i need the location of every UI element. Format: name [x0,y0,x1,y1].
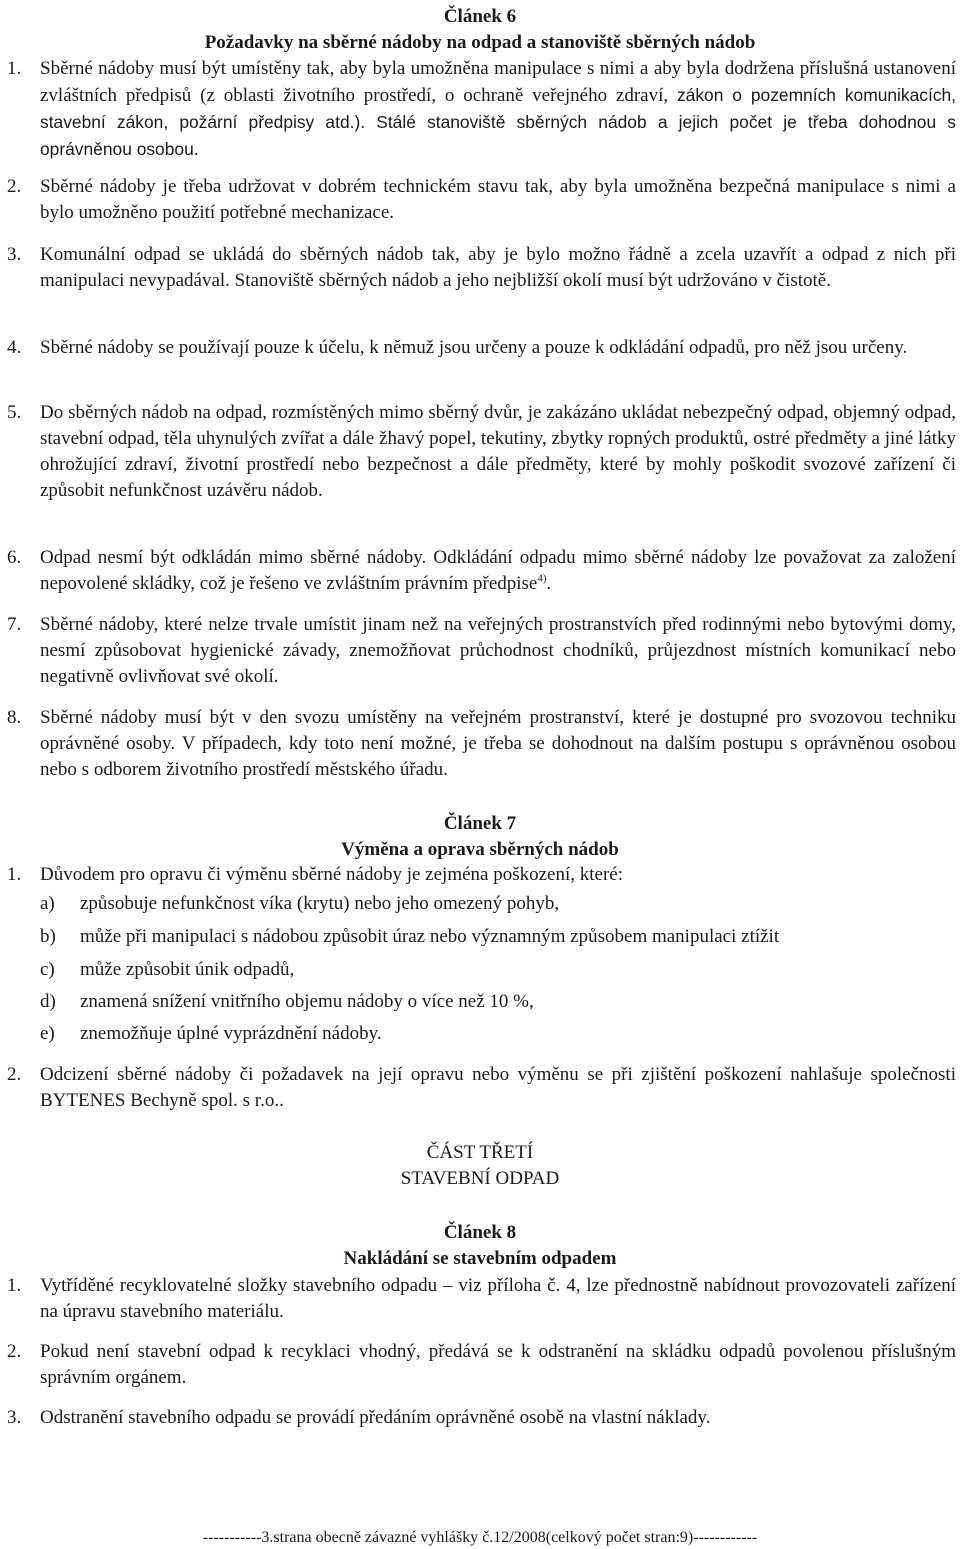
item-number: 6. [7,547,22,568]
item-number: 1. [7,1275,22,1296]
part-3-title: ČÁST TŘETÍ [426,1142,534,1163]
item-text-sans: zákon o pozemních komunikacích, stavební zákon, požární předpisy atd.). Stálé stanoviště sběrných nádob a jejich počet je třeba dohodnou s oprávněnou osobou. [40,85,956,159]
item-text: Sběrné nádoby musí být v den svozu umístěny na veřejném prostranství, které je dostupné pro svozovou techniku oprávněné osoby. V případech, kdy toto není možné, je třeba se dohodnout na dalším postupu s oprávněnou osobou nebo s odborem životního prostředí městského úřadu. [40,707,956,780]
item-text-body: Odpad nesmí být odkládán mimo sběrné nádoby. Odkládání odpadu mimo sběrné nádoby lze považovat za založení nepovolené skládky, což je řešeno ve zvláštním právním předpise [40,547,956,594]
subitem-letter: e) [40,1023,55,1044]
article-7-subtitle: Výměna a oprava sběrných nádob [341,839,619,860]
item-text [40,545,956,597]
item-number: 5. [7,402,22,423]
article-8-title: Článek 8 [443,1222,517,1243]
item-text [40,56,956,163]
article-6-subtitle: Požadavky na sběrné nádoby na odpad a stanoviště sběrných nádob [204,32,756,53]
footnote-ref: 4) [537,572,547,585]
subitem-text: může při manipulaci s nádobou způsobit úraz nebo významným způsobem manipulaci ztížit [80,926,780,947]
subitem-letter: d) [40,991,56,1012]
item-number: 3. [7,1407,22,1428]
item-text: Sběrné nádoby se používají pouze k účelu, k němuž jsou určeny a pouze k odkládání odpadů, pro něž jsou určeny. [40,337,908,358]
item-text: Vytříděné recyklovatelné složky stavebního odpadu – viz příloha č. 4, lze přednostně nabídnout provozovateli zařízení na úpravu stavebního materiálu. [40,1275,956,1322]
item-number: 3. [7,244,22,265]
item-number: 7. [7,614,22,635]
item-number: 2. [7,176,22,197]
subitem-text: způsobuje nefunkčnost víka (krytu) nebo jeho omezený pohyb, [80,893,560,914]
subitem-letter: a) [40,893,55,914]
page-footer: -----------3.strana obecně závazné vyhlášky č.12/2008(celkový počet stran:9)------------ [202,1529,758,1546]
item-number: 4. [7,337,22,358]
subitem-letter: c) [40,959,55,980]
item-text: Sběrné nádoby je třeba udržovat v dobrém technickém stavu tak, aby byla umožněna bezpečná manipulace s nimi a bylo umožněno použití potřebné mechanizace. [40,176,956,223]
subitem-text: znemožňuje úplné vyprázdnění nádoby. [80,1023,382,1044]
subitem-text: znamená snížení vnitřního objemu nádoby o více než 10 %, [80,991,534,1012]
item-text: Komunální odpad se ukládá do sběrných nádob tak, aby je bylo možno řádně a zcela uzavřít a odpad z nich při manipulaci nevypadával. Stanoviště sběrných nádob a jeho nejbližší okolí musí být udržováno v čistotě. [40,244,956,291]
article-6-title: Článek 6 [443,6,517,27]
item-text: Do sběrných nádob na odpad, rozmístěných mimo sběrný dvůr, je zakázáno ukládat nebezpečný odpad, objemný odpad, stavební odpad, těla uhynulých zvířat a dále žhavý popel, tekutiny, zbytky ropných produktů, ostré předměty a jiné látky ohrožující zdraví, životní prostředí nebo bezpečnost a dále předměty, které by mohly poškodit svozové zařízení či způsobit nefunkčnost uzávěru nádob. [40,402,956,501]
item-text: Sběrné nádoby, které nelze trvale umístit jinam než na veřejných prostranstvích před rodinnými nebo bytovými domy, nesmí způsobovat hygienické závady, znemožňovat průchodnost chodníků, průjezdnost místních komunikací nebo negativně ovlivňovat své okolí. [40,614,956,687]
article-8-subtitle: Nakládání se stavebním odpadem [343,1248,617,1269]
item-number: 2. [7,1341,22,1362]
item-text: Důvodem pro opravu či výměnu sběrné nádoby je zejména poškození, které: [40,864,624,885]
subitem-letter: b) [40,926,56,947]
item-text-tail: . [546,573,552,594]
item-text: Pokud není stavební odpad k recyklaci vhodný, předává se k odstranění na skládku odpadů povolenou příslušným správním orgánem. [40,1341,956,1388]
part-3-subtitle: STAVEBNÍ ODPAD [400,1168,560,1189]
item-number: 1. [7,864,22,885]
item-number: 2. [7,1064,22,1085]
item-number: 1. [7,58,22,79]
item-text-serif: Sběrné nádoby musí být umístěny tak, aby byla umožněna manipulace s nimi a aby byla dodržena příslušná ustanovení zvláštních předpisů (z oblasti životního prostředí, o ochraně veřejného zdraví, [40,58,956,106]
item-text: Odstranění stavebního odpadu se provádí předáním oprávněné osobě na vlastní náklady. [40,1407,711,1428]
item-text: Odcizení sběrné nádoby či požadavek na její opravu nebo výměnu se při zjištění poškození nahlašuje společnosti BYTENES Bechyně spol. s r.o.. [40,1064,956,1111]
article-7-title: Článek 7 [443,813,517,834]
subitem-text: může způsobit únik odpadů, [80,959,295,980]
item-number: 8. [7,707,22,728]
